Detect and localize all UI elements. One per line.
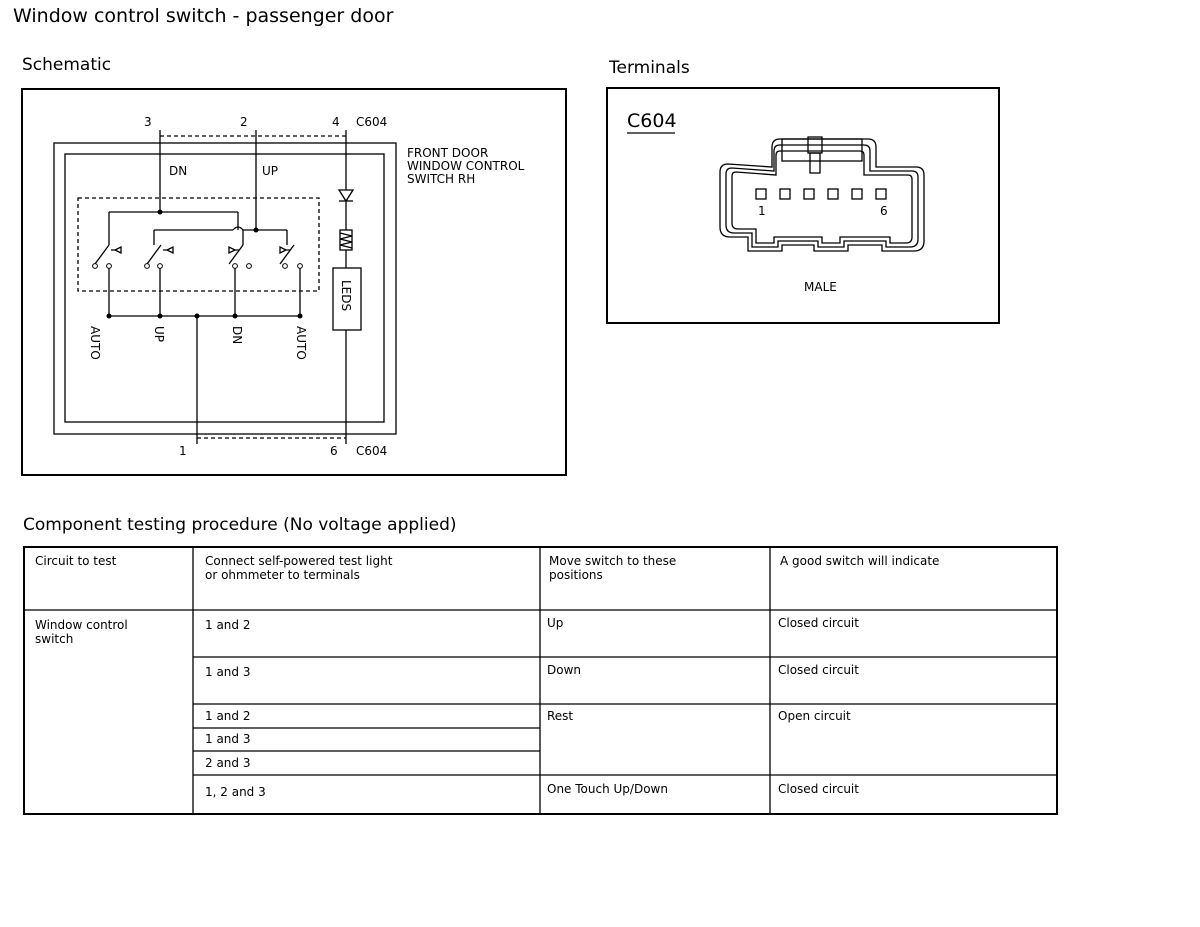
table-row-terminals: 1 and 3 <box>205 665 251 679</box>
component-name-line1: FRONT DOOR <box>407 146 489 160</box>
schematic-heading: Schematic <box>22 55 112 75</box>
connector-face-diagram <box>608 89 1000 324</box>
pin-label-6: 6 <box>330 444 338 458</box>
table-row-terminals: 1 and 2 <box>205 709 251 723</box>
up-contact-label: UP <box>262 164 279 178</box>
table-grid <box>23 546 1058 815</box>
pin-cavity <box>852 189 862 199</box>
header-positions: Move switch to these positions <box>549 554 677 582</box>
dn-contact-label: DN <box>169 164 188 178</box>
schematic-panel <box>21 88 567 476</box>
terminals-heading: Terminals <box>609 58 690 78</box>
table-row-terminals: 1, 2 and 3 <box>205 785 266 799</box>
table-row-indicate: Closed circuit <box>778 616 859 630</box>
table-row-terminals: 2 and 3 <box>205 756 251 770</box>
table-row-indicate: Open circuit <box>778 709 851 723</box>
table-row-position: One Touch Up/Down <box>547 782 668 796</box>
pin-cavity <box>756 189 766 199</box>
position-label-up: UP <box>152 326 166 343</box>
table-row-indicate: Closed circuit <box>778 782 859 796</box>
table-row-position: Down <box>547 663 582 677</box>
leds-label: LEDS <box>339 280 353 312</box>
table-row-position: Rest <box>547 709 574 723</box>
connector-label-bottom: C604 <box>356 444 388 458</box>
table-row-indicate: Closed circuit <box>778 663 859 677</box>
header-indicate: A good switch will indicate <box>780 554 940 568</box>
pin-number-last: 6 <box>880 204 888 218</box>
circuit-name: Window control switch <box>35 618 128 646</box>
page-title: Window control switch - passenger door <box>13 5 394 27</box>
pin-cavity <box>828 189 838 199</box>
pin-cavity <box>780 189 790 199</box>
pin-cavity <box>876 189 886 199</box>
testing-heading: Component testing procedure (No voltage applied) <box>23 515 457 535</box>
table-row-terminals: 1 and 3 <box>205 732 251 746</box>
pin-number-first: 1 <box>758 204 766 218</box>
position-label-auto-right: AUTO <box>294 326 308 360</box>
component-name-line3: SWITCH RH <box>407 172 476 186</box>
pin-label-4: 4 <box>332 115 340 129</box>
connector-gender: MALE <box>804 280 837 294</box>
connector-label-top: C604 <box>356 115 388 129</box>
position-label-auto-left: AUTO <box>88 326 102 360</box>
switch-inner-box <box>65 154 384 422</box>
header-terminals: Connect self-powered test light or ohmmeter to terminals <box>205 554 393 582</box>
position-label-dn: DN <box>230 326 244 345</box>
pin-cavity <box>804 189 814 199</box>
schematic-diagram <box>23 90 567 476</box>
pin-label-1: 1 <box>179 444 187 458</box>
terminals-panel <box>606 87 1000 324</box>
housing-outer <box>720 139 924 251</box>
housing-middle <box>726 145 918 247</box>
table-row-terminals: 1 and 2 <box>205 618 251 632</box>
housing-inner <box>732 151 912 243</box>
terminals-connector-label: C604 <box>627 110 677 132</box>
pin-label-2: 2 <box>240 115 248 129</box>
header-circuit: Circuit to test <box>35 554 117 568</box>
testing-table <box>23 546 1058 815</box>
table-row-position: Up <box>547 616 564 630</box>
component-name-line2: WINDOW CONTROL <box>407 159 525 173</box>
pin-label-3: 3 <box>144 115 152 129</box>
